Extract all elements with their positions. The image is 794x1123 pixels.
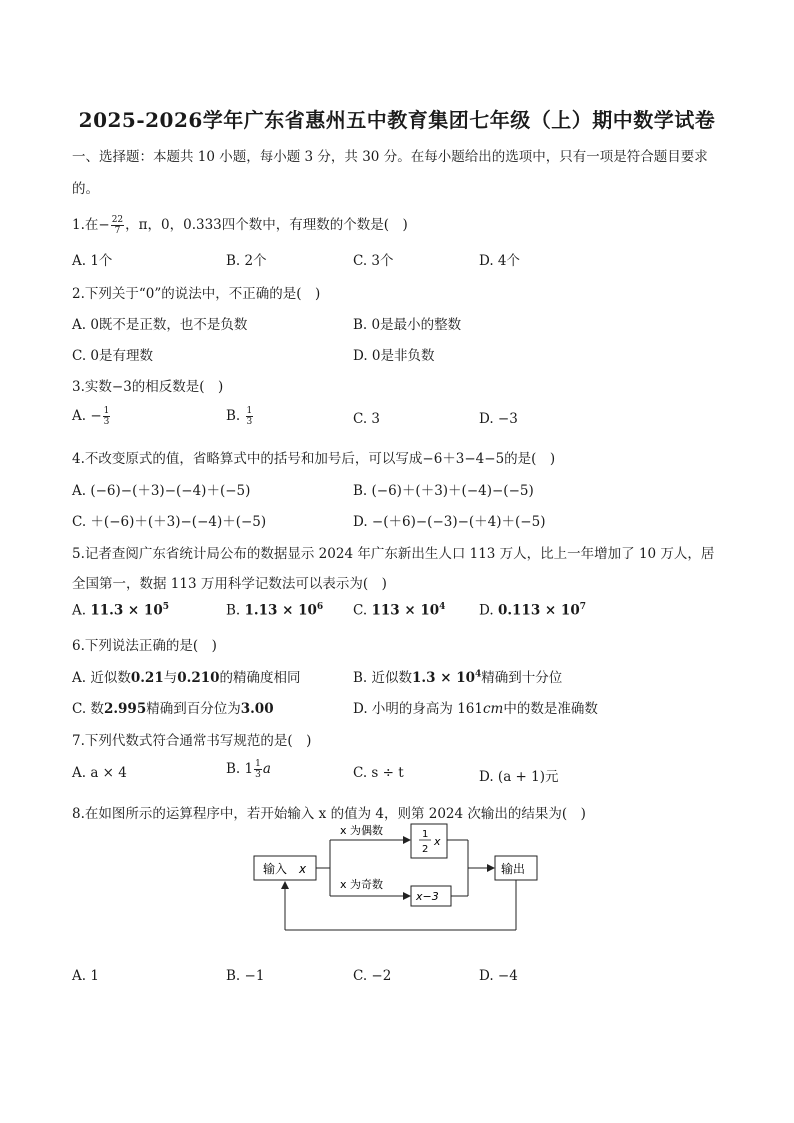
q2-option-c: C. 0是有理数: [72, 348, 154, 364]
q5-option-b: B. $1.13 \times 10^6$: [226, 602, 324, 619]
q7-option-d: D. (a + 1)元: [479, 769, 559, 785]
q5-option-c: C. $113 \times 10^4$: [353, 602, 446, 619]
q7-option-c: C. s ÷ t: [353, 765, 404, 781]
q5-option-d: D. $0.113 \times 10^7$: [479, 602, 586, 619]
q3-option-a: A. − $\frac{1}{3}$: [72, 406, 110, 427]
question-5-stem-line1: 5.记者查阅广东省统计局公布的数据显示 2024 年广东新出生人口 113 万人，比上一年增加了 10 万人，居: [72, 546, 715, 562]
q2-option-d: D. 0是非负数: [353, 348, 435, 364]
q4-option-b: B. (−6)＋(＋3)＋(−4)−(−5): [353, 483, 534, 499]
q2-option-b: B. 0是最小的整数: [353, 317, 462, 333]
question-2-stem: 2.下列关于“0”的说法中，不正确的是( ): [72, 286, 321, 302]
q7-option-b: B. 1 $\frac{1}{3}$ a: [226, 759, 271, 780]
question-6-stem: 6.下列说法正确的是( ): [72, 638, 217, 654]
q8-option-b: B. −1: [226, 968, 265, 984]
question-3-stem: 3.实数−3的相反数是( ): [72, 379, 224, 395]
q3-option-b: B. $\frac{1}{3}$: [226, 406, 253, 427]
question-1-stem: [72, 213, 408, 236]
q1-fraction: $\frac{22}{7}$: [111, 215, 124, 236]
q4-option-c: C. ＋(−6)＋(＋3)−(−4)＋(−5): [72, 514, 267, 530]
half-num: 1: [422, 829, 429, 840]
q6-option-c: C. 数2.995精确到百分位为3.00: [72, 701, 274, 717]
even-label: x 为偶数: [340, 824, 384, 837]
half-box: [411, 824, 447, 858]
q1-stem-suffix: ，π，0，0.333四个数中，有理数的个数是( ): [125, 217, 408, 233]
q8-option-a: A. 1: [72, 968, 99, 984]
question-4-stem: 4.不改变原式的值，省略算式中的括号和加号后，可以写成−6＋3−4−5的是( ): [72, 451, 556, 467]
q7-option-a: A. a × 4: [72, 765, 127, 781]
q2-option-a: A. 0既不是正数，也不是负数: [72, 317, 248, 333]
question-5-stem-line2: 全国第一，数据 113 万用科学记数法可以表示为( ): [72, 576, 387, 592]
input-label: 输入: [263, 862, 288, 876]
q1-stem-prefix: 1.在−: [72, 217, 110, 233]
question-8-stem: 8.在如图所示的运算程序中，若开始输入 x 的值为 4，则第 2024 次输出的结果为( ): [72, 806, 586, 822]
q6-option-a: A. 近似数0.21与0.210的精确度相同: [72, 670, 301, 686]
q8-option-c: C. −2: [353, 968, 392, 984]
q4-option-d: D. −(＋6)−(−3)−(＋4)＋(−5): [353, 514, 546, 530]
question-7-stem: 7.下列代数式符合通常书写规范的是( ): [72, 733, 312, 749]
section-instructions-line1: 一、选择题：本题共 10 小题，每小题 3 分，共 30 分。在每小题给出的选项中，只有一项是符合题目要求: [72, 149, 708, 165]
half-var: x: [434, 835, 441, 848]
q1-option-c: C. 3个: [353, 253, 394, 269]
minus-box-label: x−3: [416, 890, 439, 903]
section-instructions-line2: 的。: [72, 181, 99, 197]
flowchart-diagram: [250, 820, 550, 940]
q8-option-d: D. −4: [479, 968, 518, 984]
q1-option-d: D. 4个: [479, 253, 521, 269]
q4-option-a: A. (−6)−(＋3)−(−4)＋(−5): [72, 483, 251, 499]
input-var: x: [299, 862, 307, 876]
q6-option-b: B. 近似数$1.3 \times 10^4$精确到十分位: [353, 669, 563, 686]
q1-option-b: B. 2个: [226, 253, 267, 269]
exam-title: 2025-2026学年广东省惠州五中教育集团七年级（上）期中数学试卷: [78, 108, 716, 132]
q6-option-d: D. 小明的身高为 161cm中的数是准确数: [353, 701, 598, 717]
q3-option-c: C. 3: [353, 411, 381, 427]
half-den: 2: [422, 844, 429, 855]
output-label: 输出: [501, 862, 526, 876]
odd-label: x 为奇数: [340, 878, 384, 891]
q5-option-a: A. $11.3 \times 10^5$: [72, 602, 169, 619]
q3-option-d: D. −3: [479, 411, 518, 427]
q1-option-a: A. 1个: [72, 253, 113, 269]
